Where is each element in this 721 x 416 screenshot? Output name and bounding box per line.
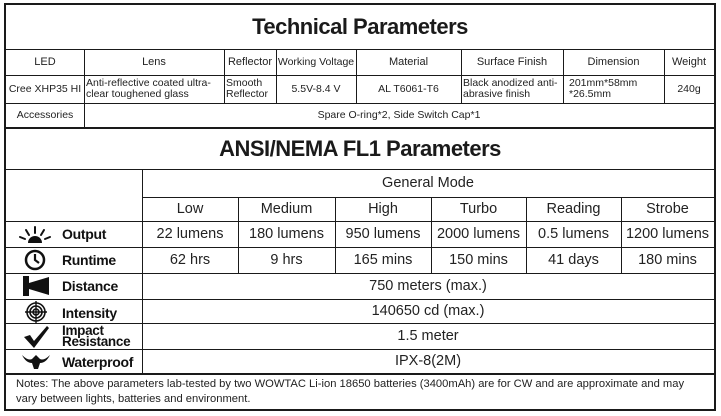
distance-value: 750 meters (max.): [369, 278, 487, 294]
runtime-low: 62 hrs: [169, 252, 211, 268]
mode-low: Low: [176, 201, 204, 217]
value-material: AL T6061-T6: [378, 82, 439, 95]
header-material: Material: [388, 55, 429, 68]
header-led: LED: [34, 55, 56, 68]
value-voltage: 5.5V-8.4 V: [291, 82, 341, 95]
waterproof-value: IPX-8(2M): [394, 353, 462, 369]
header-dimension: Dimension: [587, 55, 640, 68]
header-weight: Weight: [671, 55, 707, 68]
value-led: Cree XHP35 HI: [8, 82, 82, 95]
header-working-voltage: Working Voltage: [277, 55, 355, 68]
distance-beam-icon: [22, 275, 50, 297]
mode-turbo: Turbo: [459, 201, 498, 217]
accessories-label: Accessories: [16, 108, 74, 121]
checkmark-icon: [22, 325, 50, 349]
value-finish: Black anodized anti-abrasive finish: [463, 77, 558, 100]
mode-medium: Medium: [260, 201, 313, 217]
value-dimension: 201mm*58mm *26.5mm: [569, 77, 638, 100]
runtime-reading: 41 days: [548, 252, 599, 268]
output-medium: 180 lumens: [249, 226, 324, 242]
value-weight: 240g: [677, 82, 701, 95]
mode-reading: Reading: [546, 201, 601, 217]
mode-strobe: Strobe: [646, 201, 689, 217]
header-reflector: Reflector: [227, 55, 273, 68]
impact-resistance-label: [62, 323, 130, 349]
spec-sheet: [4, 3, 716, 411]
impact-value: 1.5 meter: [397, 328, 459, 344]
value-lens: Anti-reflective coated ultra-clear toughened glass: [86, 77, 211, 100]
notes-text: Notes: The above parameters lab-tested by two WOWTAC Li-ion 18650 batteries (3400mAh) are for CW and are approximate and may vary between lights, batteries and environment.: [16, 378, 685, 405]
runtime-label: Runtime: [62, 252, 116, 268]
header-lens: Lens: [142, 55, 166, 68]
clock-icon: [24, 249, 46, 271]
header-surface-finish: Surface Finish: [476, 55, 548, 68]
ansi-parameters-title: ANSI/NEMA FL1 Parameters: [219, 136, 501, 161]
waterproof-label: Waterproof: [62, 354, 134, 370]
impact-label-line-2: Resistance: [62, 334, 131, 349]
output-reading: 0.5 lumens: [538, 226, 609, 242]
runtime-medium: 9 hrs: [270, 252, 303, 268]
intensity-label: Intensity: [62, 305, 117, 321]
sunburst-icon: [18, 223, 52, 245]
output-turbo: 2000 lumens: [436, 226, 521, 242]
accessories-value: Spare O-ring*2, Side Switch Cap*1: [317, 108, 481, 121]
water-splash-icon: [20, 351, 52, 371]
output-strobe: 1200 lumens: [625, 226, 710, 242]
runtime-high: 165 mins: [353, 252, 413, 268]
target-icon: [24, 301, 48, 323]
mode-high: High: [368, 201, 398, 217]
output-label: Output: [62, 226, 107, 242]
value-reflector: Smooth Reflector: [226, 77, 269, 100]
output-low: 22 lumens: [156, 226, 224, 242]
technical-parameters-title: Technical Parameters: [252, 14, 468, 39]
runtime-strobe: 180 mins: [638, 252, 697, 268]
general-mode-label: General Mode: [382, 175, 474, 191]
distance-label: Distance: [62, 278, 118, 294]
intensity-value: 140650 cd (max.): [371, 303, 485, 319]
runtime-turbo: 150 mins: [449, 252, 508, 268]
output-high: 950 lumens: [345, 226, 421, 242]
impact-label-line-1: Impact: [62, 323, 104, 338]
